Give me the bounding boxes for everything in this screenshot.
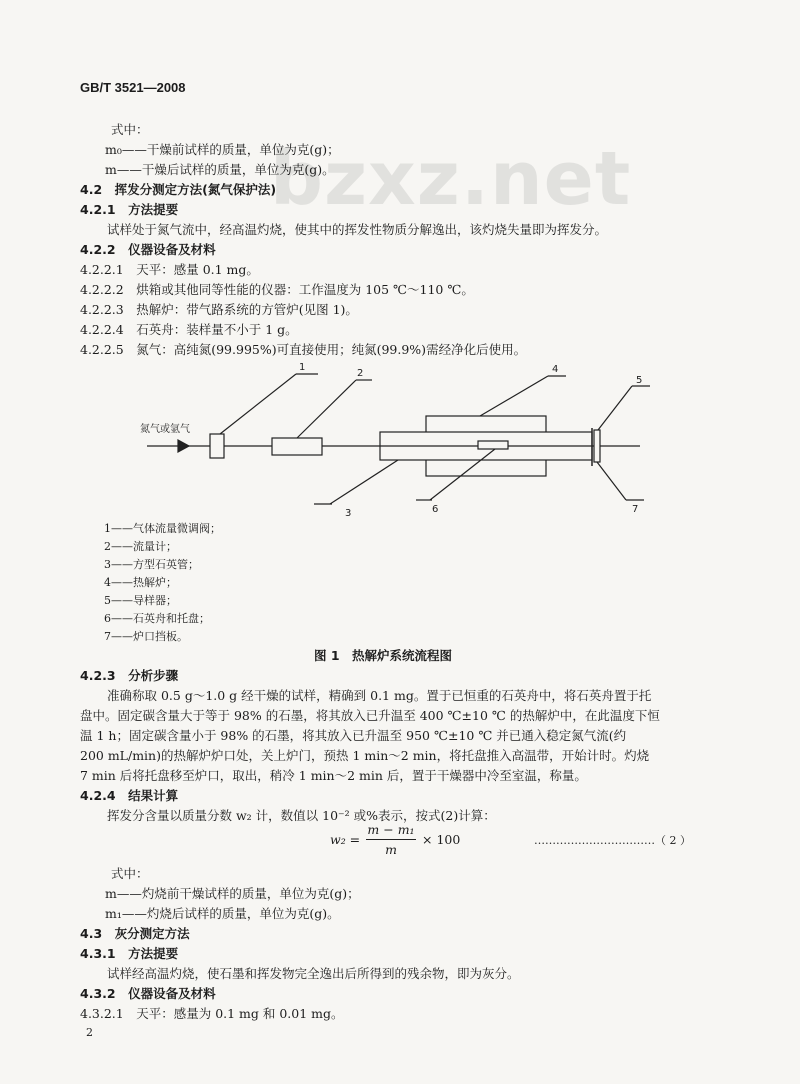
legend-item: 6——石英舟和托盘； [104,612,210,625]
fraction-bar [366,839,416,840]
quartz-boat-component [478,441,508,449]
equipment-item: 4.3.2.1 天平：感量为 0.1 mg 和 0.01 mg。 [80,1006,344,1021]
paragraph-line: 盘中。固定碳含量大于等于 98% 的石墨，将其放入已升温至 400 ℃±10 ℃ 的热解炉中，在此温度下恒 [80,708,660,723]
equipment-item: 4.2.2.5 氮气：高纯氮(99.995%)可直接使用；纯氮(99.9%)需经净化后使用。 [80,342,527,357]
page-number: 2 [86,1026,93,1039]
callout-2: 2 [357,368,364,379]
legend-item: 2——流量计； [104,540,177,553]
equipment-item: 4.2.2.3 热解炉：带气路系统的方管炉(见图 1)。 [80,302,358,317]
equipment-item: 4.2.2.1 天平：感量 0.1 mg。 [80,262,259,277]
flowmeter-component [272,438,322,455]
definition-line: m——干燥后试样的质量，单位为克(g)。 [105,162,335,177]
formula-numerator: m − m₁ [367,822,415,837]
pyrolysis-furnace-diagram [0,360,800,520]
callout-4: 4 [552,364,559,375]
formula-denominator: m [385,842,397,857]
paragraph-line: 温 1 h；固定碳含量小于 98% 的石墨，将其放入已升温至 950 ℃±10 ℃ 并已通入稳定氮气流(约 [80,728,627,743]
formula-lhs: w₂ = [330,832,361,847]
definition-line: m——灼烧前干燥试样的质量，单位为克(g)； [105,886,360,901]
paragraph-line: 准确称取 0.5 g～1.0 g 经干燥的试样，精确到 0.1 mg。置于已恒重的石英舟中，将石英舟置于托 [107,688,652,703]
paragraph-line: 200 mL/min)的热解炉炉口处，关上炉门，预热 1 min～2 min，将托盘推入高温带，开始计时。灼烧 [80,748,650,763]
standard-number: GB/T 3521—2008 [80,80,186,95]
paragraph-line: 7 min 后将托盘移至炉口，取出，稍冷 1 min～2 min 后，置于干燥器中冷至室温，称量。 [80,768,587,783]
callout-7: 7 [632,504,639,515]
where-label: 式中： [111,866,149,881]
section-heading: 4.3 灰分测定方法 [80,926,190,941]
definition-line: m₁——灼烧后试样的质量，单位为克(g)。 [105,906,340,921]
section-heading: 4.2 挥发分测定方法(氮气保护法) [80,182,277,197]
inlet-label: 氮气或氩气 [140,424,190,435]
legend-item: 5——导样器； [104,594,177,607]
subsection-heading: 4.2.4 结果计算 [80,788,179,803]
definition-line: m₀——干燥前试样的质量，单位为克(g)； [105,142,340,157]
legend-item: 4——热解炉； [104,576,177,589]
paragraph: 试样经高温灼烧，使石墨和挥发物完全逸出后所得到的残余物，即为灰分。 [107,966,520,981]
subsection-heading: 4.3.1 方法提要 [80,946,179,961]
legend-item: 3——方型石英管； [104,558,199,571]
equipment-item: 4.2.2.2 烘箱或其他同等性能的仪器：工作温度为 105 ℃～110 ℃。 [80,282,474,297]
paragraph: 试样处于氮气流中，经高温灼烧，使其中的挥发性物质分解逸出，该灼烧失量即为挥发分。 [107,222,608,237]
figure-caption: 图 1 热解炉系统流程图 [314,648,453,663]
subsection-heading: 4.2.1 方法提要 [80,202,179,217]
subsection-heading: 4.3.2 仪器设备及材料 [80,986,216,1001]
callout-6: 6 [432,504,439,515]
formula-tail: × 100 [422,832,461,847]
callout-1: 1 [299,362,306,373]
where-label: 式中： [111,122,149,137]
valve-component [210,434,224,458]
legend-item: 7——炉口挡板。 [104,630,188,643]
subsection-heading: 4.2.2 仪器设备及材料 [80,242,216,257]
equipment-item: 4.2.2.4 石英舟：装样量不小于 1 g。 [80,322,298,337]
callout-5: 5 [636,375,643,386]
flow-arrow-icon [178,440,189,452]
watermark: bzxz.net [270,136,632,222]
formula-number: ……………………………（ 2 ） [534,834,691,847]
paragraph: 挥发分含量以质量分数 w₂ 计，数值以 10⁻² 或%表示，按式(2)计算： [107,808,496,823]
subsection-heading: 4.2.3 分析步骤 [80,668,179,683]
callout-3: 3 [345,508,352,519]
legend-item: 1——气体流量微调阀； [104,522,221,535]
